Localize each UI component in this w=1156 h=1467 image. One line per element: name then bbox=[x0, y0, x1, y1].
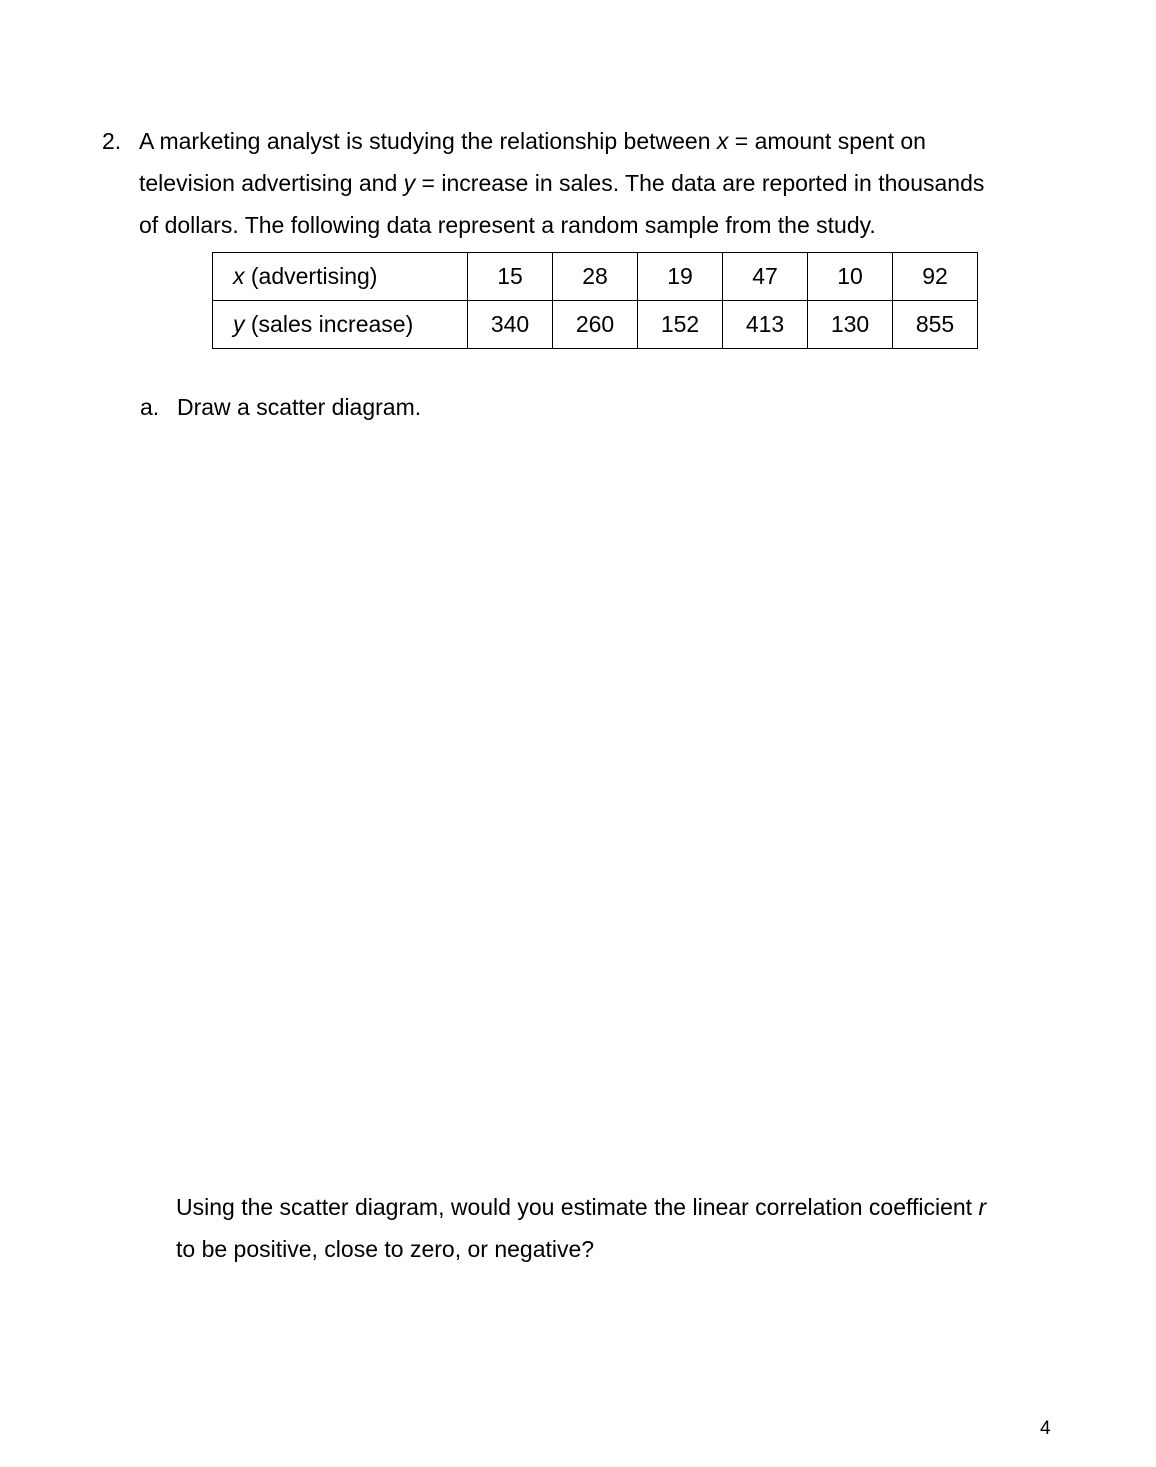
problem-number: 2. bbox=[102, 128, 122, 154]
part-a-text: Draw a scatter diagram. bbox=[177, 394, 422, 420]
table-cell: 855 bbox=[893, 301, 978, 349]
problem-line-3: of dollars. The following data represent a random sample from the study. bbox=[139, 212, 876, 238]
table-cell: 28 bbox=[553, 253, 638, 301]
table-cell: 10 bbox=[808, 253, 893, 301]
variable-r: r bbox=[978, 1194, 987, 1220]
problem-line-2: television advertising and y = increase in sales. The data are reported in thousands bbox=[139, 170, 985, 196]
variable-y: y bbox=[403, 170, 416, 196]
table-cell: 260 bbox=[553, 301, 638, 349]
table-cell: 413 bbox=[723, 301, 808, 349]
part-a-letter: a. bbox=[140, 394, 160, 420]
table-cell: 92 bbox=[893, 253, 978, 301]
row-label-sales-increase: y (sales increase) bbox=[213, 301, 468, 349]
table-cell: 15 bbox=[468, 253, 553, 301]
problem-line-1: A marketing analyst is studying the relationship between x = amount spent on bbox=[139, 128, 926, 154]
table-cell: 19 bbox=[638, 253, 723, 301]
table-cell: 340 bbox=[468, 301, 553, 349]
row-label-advertising: x (advertising) bbox=[213, 253, 468, 301]
correlation-question bbox=[176, 1186, 1056, 1270]
variable-x: x bbox=[716, 128, 729, 154]
table-cell: 130 bbox=[808, 301, 893, 349]
question-line-1: Using the scatter diagram, would you estimate the linear correlation coefficient r bbox=[176, 1194, 987, 1220]
data-table bbox=[212, 252, 978, 349]
table-cell: 47 bbox=[723, 253, 808, 301]
question-line-2: to be positive, close to zero, or negative? bbox=[176, 1236, 595, 1262]
part-a bbox=[140, 390, 421, 424]
table-row-y bbox=[213, 301, 978, 349]
table-cell: 152 bbox=[638, 301, 723, 349]
problem-statement bbox=[139, 120, 1059, 246]
table-row-x bbox=[213, 253, 978, 301]
page-number: 4 bbox=[1040, 1418, 1051, 1439]
